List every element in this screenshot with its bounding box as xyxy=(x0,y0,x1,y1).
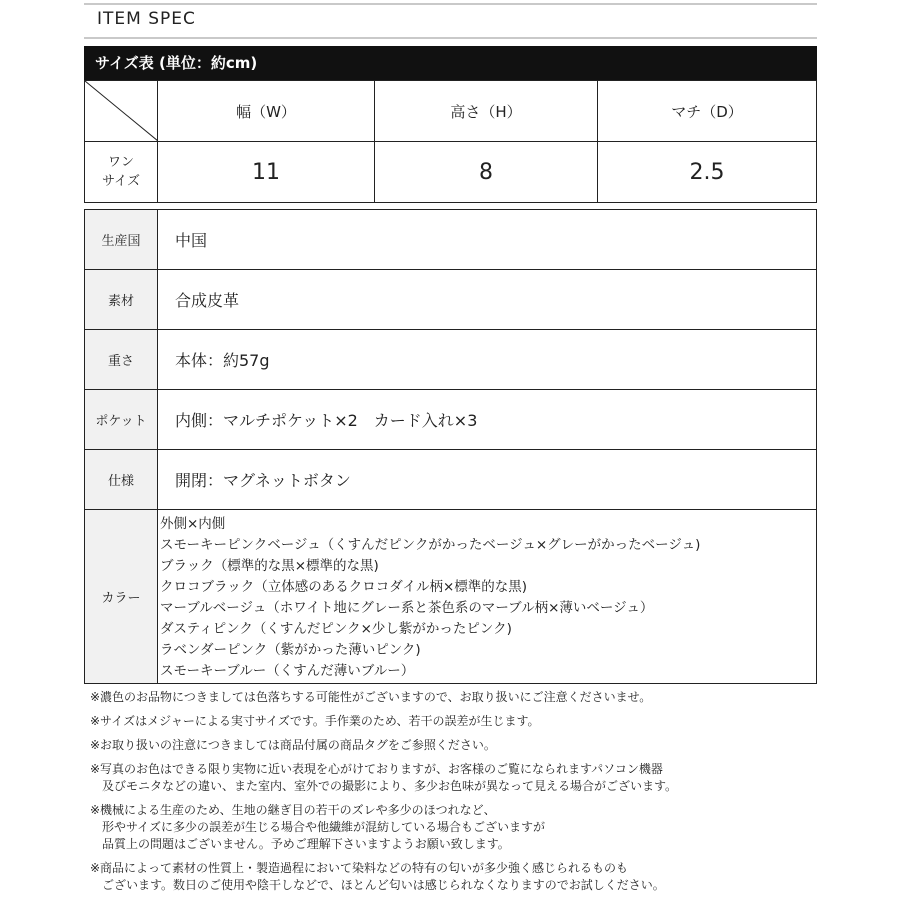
color-line: ブラック（標準的な黒×標準的な黒) xyxy=(160,558,379,574)
size-value-row xyxy=(85,142,817,203)
spec-label-pocket: ポケット xyxy=(85,390,158,450)
color-line: ラベンダーピンク（紫がかった薄いピンク) xyxy=(160,642,421,658)
size-col-width: 幅（W） xyxy=(158,81,375,142)
size-table-title: サイズ表 (単位：約cm) xyxy=(84,46,817,81)
spec-value-material: 合成皮革 xyxy=(158,270,817,330)
color-list xyxy=(158,510,816,682)
color-line: スモーキーブルー（くすんだ薄いブルー） xyxy=(160,663,415,679)
size-table-corner xyxy=(85,81,158,142)
page-title: ITEM SPEC xyxy=(97,9,196,29)
color-line: スモーキーピンクベージュ（くすんだピンクがかったベージュ×グレーがかったベージュ) xyxy=(160,537,701,553)
header-top-rule xyxy=(84,3,817,5)
spec-label-spec: 仕様 xyxy=(85,450,158,510)
note-item: ※濃色のお品物につきましては色落ちする可能性がございますので、お取り扱いにご注意くださいませ。 xyxy=(90,690,652,704)
size-value-depth: 2.5 xyxy=(598,142,817,203)
note-item: ※商品によって素材の性質上・製造過程において染料などの特有の匂いが多少強く感じられるものも ございます。数日のご使用や陰干しなどで、ほとんど匂いは感じられなくなりますのでお試しください。 xyxy=(90,861,665,892)
size-value-width: 11 xyxy=(158,142,375,203)
color-line: クロコブラック（立体感のあるクロコダイル柄×標準的な黒) xyxy=(160,579,528,595)
size-col-depth: マチ（D） xyxy=(598,81,817,142)
spec-row-material xyxy=(85,270,817,330)
spec-value-weight: 本体：約57g xyxy=(158,330,817,390)
note-item: ※写真のお色はできる限り実物に近い表現を心がけておりますが、お客様のご覧になられますパソコン機器 及びモニタなどの違い、また室内、室外での撮影により、多少お色味が異なって見える場合がございます。 xyxy=(90,762,678,793)
spec-table xyxy=(84,209,817,684)
spec-row-weight xyxy=(85,330,817,390)
spec-value-color xyxy=(158,510,817,684)
spec-label-country: 生産国 xyxy=(85,210,158,270)
note-item: ※機械による生産のため、生地の継ぎ目の若干のズレや多少のほつれなど、 形やサイズに多少の誤差が生じる場合や他繊維が混紡している場合もございますが 品質上の問題はございません。予めご理解下さいますようお願い致します。 xyxy=(90,803,546,851)
spec-row-pocket xyxy=(85,390,817,450)
size-header-row xyxy=(85,81,817,142)
diagonal-line xyxy=(85,81,158,141)
spec-label-weight: 重さ xyxy=(85,330,158,390)
note-item: ※サイズはメジャーによる実寸サイズです。手作業のため、若干の誤差が生じます。 xyxy=(90,714,540,728)
size-value-height: 8 xyxy=(375,142,598,203)
header-bottom-rule xyxy=(84,37,817,39)
spec-value-country: 中国 xyxy=(158,210,817,270)
size-row-label-text: ワン サイズ xyxy=(102,155,140,189)
spec-row-color xyxy=(85,510,817,684)
size-table xyxy=(84,80,817,203)
color-line: マーブルベージュ（ホワイト地にグレー系と茶色系のマーブル柄×薄いベージュ） xyxy=(160,600,654,616)
spec-label-color: カラー xyxy=(85,510,158,684)
spec-value-pocket: 内側：マルチポケット×2 カード入れ×3 xyxy=(158,390,817,450)
size-col-height: 高さ（H） xyxy=(375,81,598,142)
spec-row-spec xyxy=(85,450,817,510)
note-item: ※お取り扱いの注意につきましては商品付属の商品タグをご参照ください。 xyxy=(90,738,496,752)
spec-row-country xyxy=(85,210,817,270)
spec-label-material: 素材 xyxy=(85,270,158,330)
spec-value-spec: 開閉：マグネットボタン xyxy=(158,450,817,510)
color-line: ダスティピンク（くすんだピンク×少し紫がかったピンク) xyxy=(160,621,512,637)
size-row-label xyxy=(85,142,158,203)
color-line: 外側×内側 xyxy=(160,516,226,532)
notes-section xyxy=(90,689,810,901)
